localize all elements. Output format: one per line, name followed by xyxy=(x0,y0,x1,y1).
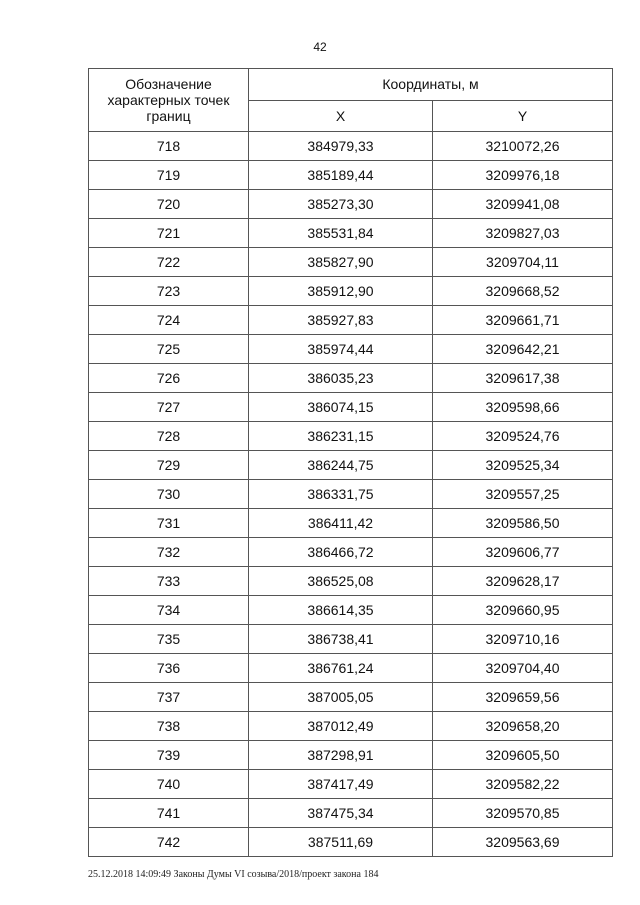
coord-y: 3209570,85 xyxy=(433,799,613,828)
point-id: 734 xyxy=(89,596,249,625)
coord-x: 385531,84 xyxy=(249,219,433,248)
point-id: 720 xyxy=(89,190,249,219)
table-row xyxy=(89,248,613,277)
table-row xyxy=(89,364,613,393)
coord-x: 386411,42 xyxy=(249,509,433,538)
coord-y: 3209710,16 xyxy=(433,625,613,654)
point-id: 738 xyxy=(89,712,249,741)
coord-y: 3209628,17 xyxy=(433,567,613,596)
coord-x: 387005,05 xyxy=(249,683,433,712)
table-row xyxy=(89,567,613,596)
coord-x: 385827,90 xyxy=(249,248,433,277)
table-row xyxy=(89,422,613,451)
coord-x: 385912,90 xyxy=(249,277,433,306)
table-row xyxy=(89,393,613,422)
header-point-label: Обозначение характерных точек границ xyxy=(89,69,249,132)
coord-y: 3209660,95 xyxy=(433,596,613,625)
coord-y: 3209661,71 xyxy=(433,306,613,335)
point-id: 718 xyxy=(89,132,249,161)
header-coordinates: Координаты, м xyxy=(249,69,613,101)
coord-x: 385273,30 xyxy=(249,190,433,219)
point-id: 726 xyxy=(89,364,249,393)
coord-y: 3209668,52 xyxy=(433,277,613,306)
coord-x: 387012,49 xyxy=(249,712,433,741)
table-row xyxy=(89,132,613,161)
coord-y: 3209605,50 xyxy=(433,741,613,770)
coord-x: 385189,44 xyxy=(249,161,433,190)
coord-y: 3209941,08 xyxy=(433,190,613,219)
table-row xyxy=(89,161,613,190)
point-id: 736 xyxy=(89,654,249,683)
point-id: 735 xyxy=(89,625,249,654)
coord-x: 386466,72 xyxy=(249,538,433,567)
document-footer: 25.12.2018 14:09:49 Законы Думы VI созыва/2018/проект закона 184 xyxy=(88,869,379,880)
point-id: 739 xyxy=(89,741,249,770)
coord-y: 3210072,26 xyxy=(433,132,613,161)
point-id: 737 xyxy=(89,683,249,712)
coord-y: 3209598,66 xyxy=(433,393,613,422)
coord-x: 386035,23 xyxy=(249,364,433,393)
table-row xyxy=(89,219,613,248)
coord-y: 3209525,34 xyxy=(433,451,613,480)
coord-x: 386614,35 xyxy=(249,596,433,625)
table-row xyxy=(89,654,613,683)
table-row xyxy=(89,509,613,538)
point-id: 719 xyxy=(89,161,249,190)
coord-x: 387475,34 xyxy=(249,799,433,828)
coord-x: 386738,41 xyxy=(249,625,433,654)
coord-y: 3209976,18 xyxy=(433,161,613,190)
table-row xyxy=(89,190,613,219)
table-row xyxy=(89,277,613,306)
table-row xyxy=(89,712,613,741)
point-id: 730 xyxy=(89,480,249,509)
table-row xyxy=(89,306,613,335)
coord-y: 3209704,40 xyxy=(433,654,613,683)
coordinates-table xyxy=(88,68,613,857)
coord-x: 386331,75 xyxy=(249,480,433,509)
coord-x: 386231,15 xyxy=(249,422,433,451)
coord-x: 387298,91 xyxy=(249,741,433,770)
table-header xyxy=(89,69,613,132)
table-body xyxy=(89,132,613,857)
coord-y: 3209642,21 xyxy=(433,335,613,364)
coord-x: 386244,75 xyxy=(249,451,433,480)
coord-x: 386525,08 xyxy=(249,567,433,596)
coord-x: 386074,15 xyxy=(249,393,433,422)
table-row xyxy=(89,741,613,770)
coord-y: 3209606,77 xyxy=(433,538,613,567)
table-row xyxy=(89,770,613,799)
point-id: 721 xyxy=(89,219,249,248)
point-id: 741 xyxy=(89,799,249,828)
header-y: Y xyxy=(433,100,613,132)
table-row xyxy=(89,538,613,567)
coord-x: 387511,69 xyxy=(249,828,433,857)
coord-y: 3209617,38 xyxy=(433,364,613,393)
point-id: 729 xyxy=(89,451,249,480)
coord-y: 3209582,22 xyxy=(433,770,613,799)
point-id: 732 xyxy=(89,538,249,567)
header-x: X xyxy=(249,100,433,132)
point-id: 742 xyxy=(89,828,249,857)
coord-y: 3209659,56 xyxy=(433,683,613,712)
table-row xyxy=(89,683,613,712)
coord-y: 3209563,69 xyxy=(433,828,613,857)
point-id: 723 xyxy=(89,277,249,306)
coord-x: 387417,49 xyxy=(249,770,433,799)
coord-y: 3209827,03 xyxy=(433,219,613,248)
coord-y: 3209586,50 xyxy=(433,509,613,538)
coord-x: 385927,83 xyxy=(249,306,433,335)
coord-x: 384979,33 xyxy=(249,132,433,161)
table-row xyxy=(89,799,613,828)
point-id: 740 xyxy=(89,770,249,799)
coord-y: 3209557,25 xyxy=(433,480,613,509)
point-id: 731 xyxy=(89,509,249,538)
coord-y: 3209704,11 xyxy=(433,248,613,277)
coord-x: 386761,24 xyxy=(249,654,433,683)
point-id: 733 xyxy=(89,567,249,596)
point-id: 725 xyxy=(89,335,249,364)
table-row xyxy=(89,625,613,654)
table-row xyxy=(89,451,613,480)
coord-y: 3209524,76 xyxy=(433,422,613,451)
coord-y: 3209658,20 xyxy=(433,712,613,741)
table-row xyxy=(89,480,613,509)
table-row xyxy=(89,596,613,625)
point-id: 724 xyxy=(89,306,249,335)
coord-x: 385974,44 xyxy=(249,335,433,364)
point-id: 728 xyxy=(89,422,249,451)
point-id: 727 xyxy=(89,393,249,422)
point-id: 722 xyxy=(89,248,249,277)
table-row xyxy=(89,335,613,364)
table-row xyxy=(89,828,613,857)
page-number: 42 xyxy=(313,40,327,54)
